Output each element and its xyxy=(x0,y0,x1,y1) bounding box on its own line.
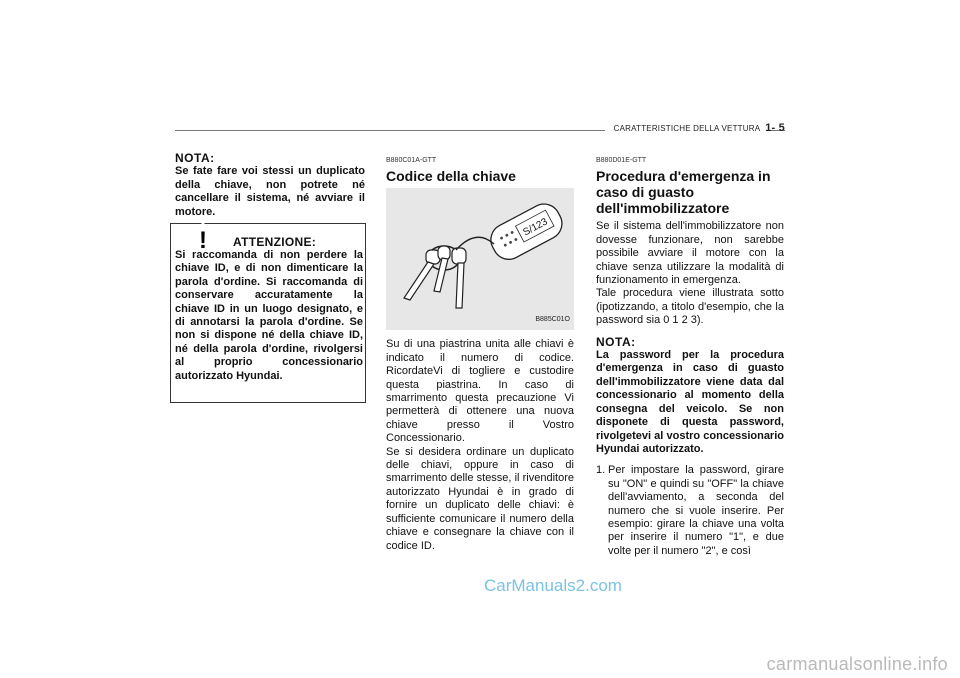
section-code: B880D01E-GTT xyxy=(596,157,647,164)
header-section: CARATTERISTICHE DELLA VETTURA xyxy=(613,124,760,133)
column-middle xyxy=(386,154,574,553)
section-title: Procedura d'emergenza in caso di guasto dell'immobilizzatore xyxy=(596,168,771,217)
page-header xyxy=(614,122,785,134)
key-illustration xyxy=(386,188,574,330)
list-item xyxy=(596,464,784,558)
paragraph-2: Se si desidera ordinare un duplicato delle chiavi, oppure in caso di smarrimento delle stesse, il rivenditore autorizzato Hyundai è in grado di fornire un duplicato delle chiavi: è sufficiente comunicare il numero della chiave e consegnare la chiave con il codice ID. xyxy=(386,445,574,552)
footer-watermark: carmanualsonline.info xyxy=(766,654,948,674)
illustration-code: B885C01O xyxy=(535,316,570,323)
warning-text: Si raccomanda di non perdere la chiave ID, e di non dimenticare la parola d'ordine. Si raccomanda di conservare accuratamente la chiave ID in un luogo designato, e di annotarsi la parola d'ordine. Se non si dispone né della chiave ID, né della parola d'ordine, rivolgersi al proprio concessionario autorizzato Hyundai. xyxy=(175,249,363,382)
page-number: 1- 5 xyxy=(765,122,785,134)
keys-image xyxy=(386,188,574,330)
nota-text: Se fate fare voi stessi un duplicato della chiave, non potrete né cancellare il sistema, né avviare il motore. xyxy=(175,165,365,218)
list-item-text: Per impostare la password, girare su "ON" e quindi su "OFF" la chiave dell'avviamento, a seconda del numero che si vuole inserire. Per esempio: girare la chiave una volta per inserire il numero "1", e due volte per il numero "2", e così xyxy=(608,464,784,557)
nota-title: NOTA: xyxy=(596,334,636,349)
paragraph-1: Se il sistema dell'immobilizzatore non dovesse funzionare, non sarebbe possibile avviare il motore con la chiave senza utilizzare la modalità di funzionamento in emergenza. xyxy=(596,220,784,287)
watermark-link[interactable]: CarManuals2.com xyxy=(484,576,622,595)
list-item-number: 1. xyxy=(596,464,606,477)
paragraph-2: Tale procedura viene illustrata sotto (ipotizzando, a titolo d'esempio, che la password sia 0 1 2 3). xyxy=(596,287,784,327)
paragraph-1: Su di una piastrina unita alle chiavi è indicato il numero di codice. RicordateVi di togliere e custodire questa piastrina. In caso di smarrimento questa precauzione Vi permetterà di ottenere una nuova chiave presso il Vostro Concessionario. xyxy=(386,338,574,445)
warning-box xyxy=(170,223,366,403)
section-title: Codice della chiave xyxy=(386,168,516,185)
warning-title: ATTENZIONE: xyxy=(233,235,317,249)
header-rule-left xyxy=(175,130,605,131)
tag-code: S/123 xyxy=(521,216,550,239)
warning-symbol: ! xyxy=(199,227,207,254)
column-left xyxy=(175,152,365,219)
column-right xyxy=(596,154,784,558)
nota-text: La password per la procedura d'emergenza in caso di guasto dell'immobilizzatore viene data dal concessionario al momento della consegna del veicolo. Se non disponete di questa password, rivolgetevi al vostro concessionario Hyundai autorizzato. xyxy=(596,349,784,455)
nota-title: NOTA: xyxy=(175,151,215,165)
section-code: B880C01A-GTT xyxy=(386,157,437,164)
